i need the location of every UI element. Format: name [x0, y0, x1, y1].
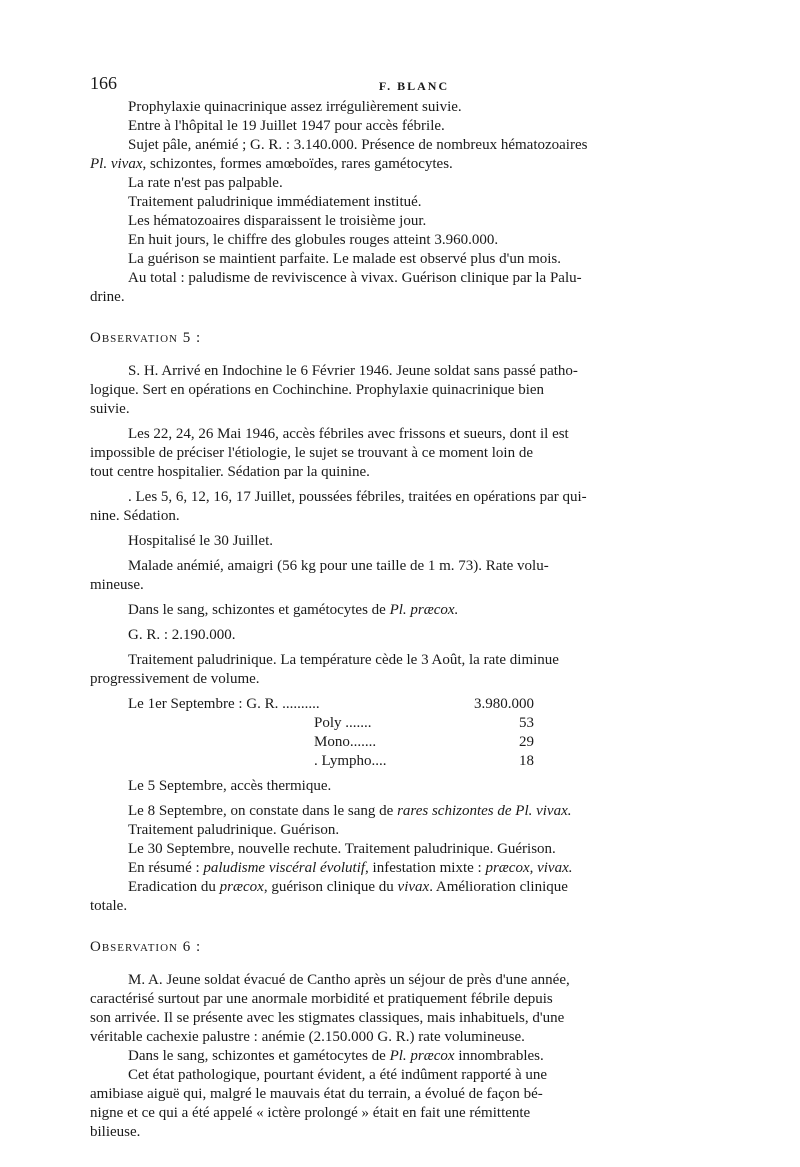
text-line: Sujet pâle, anémié ; G. R. : 3.140.000. Présence de nombreux hématozoaires [128, 137, 588, 153]
text-line: Le 30 Septembre, nouvelle rechute. Traitement paludrinique. Guérison. [128, 841, 556, 857]
species-name: Pl. vivax [90, 156, 143, 172]
text-line: mineuse. [90, 577, 144, 593]
text-line: Les 22, 24, 26 Mai 1946, accès fébriles avec frissons et sueurs, dont il est [128, 426, 569, 442]
text-line: véritable cachexie palustre : anémie (2.150.000 G. R.) rate volumineuse. [90, 1029, 525, 1045]
text-line: Cet état pathologique, pourtant évident, a été indûment rapporté à une [128, 1067, 548, 1083]
text-line: Les hématozoaires disparaissent le troisième jour. [128, 213, 427, 229]
text-line: Traitement paludrinique. Guérison. [128, 822, 340, 838]
text-line: drine. [90, 289, 125, 305]
text-line: nigne et ce qui a été appelé « ictère prolongé » était en fait une rémittente [90, 1105, 531, 1121]
text-line: suivie. [90, 401, 130, 417]
table-cell-label: . Lympho.... [314, 753, 387, 769]
text-line: bilieuse. [90, 1124, 141, 1140]
table-cell-value: 18 [519, 753, 534, 769]
text-line: Traitement paludrinique immédiatement institué. [128, 194, 422, 210]
table-row [128, 752, 738, 771]
text-line: La guérison se maintient parfaite. Le malade est observé plus d'un mois. [128, 251, 561, 267]
text-line: Pl. vivax, schizontes, formes amœboïdes, rares gamétocytes. [90, 156, 453, 172]
text-line: totale. [90, 898, 128, 914]
table-cell-label: Poly ....... [314, 715, 372, 731]
text-line: Le 8 Septembre, on constate dans le sang de rares schizontes de Pl. vivax. [128, 803, 572, 819]
text-line: Prophylaxie quinacrinique assez irrégulièrement suivie. [128, 99, 462, 115]
table-row [128, 714, 738, 733]
text-line: caractérisé surtout par une anormale morbidité et pratiquement fébrile depuis [90, 991, 553, 1007]
section-heading-observation-5: Observation 5 : [90, 330, 202, 346]
table-cell-value: 29 [519, 734, 534, 750]
text-line: Eradication du præcox, guérison clinique du vivax. Amélioration clinique [128, 879, 568, 895]
table-cell-value: 3.980.000 [474, 696, 534, 712]
text-line: amibiase aiguë qui, malgré le mauvais état du terrain, a évolué de façon bé- [90, 1086, 543, 1102]
text-line: tout centre hospitalier. Sédation par la quinine. [90, 464, 370, 480]
observation-5 [90, 362, 738, 916]
text-line: Au total : paludisme de reviviscence à vivax. Guérison clinique par la Palu- [128, 270, 582, 286]
table-cell-lead: Le 1er Septembre : G. R. .......... [128, 696, 320, 712]
text-line: La rate n'est pas palpable. [128, 175, 283, 191]
text-line: progressivement de volume. [90, 671, 260, 687]
observation-4-continuation [90, 98, 738, 307]
blood-count-table [128, 695, 738, 771]
text-line: Entre à l'hôpital le 19 Juillet 1947 pour accès fébrile. [128, 118, 445, 134]
page-header [90, 74, 738, 96]
page-number: 166 [90, 73, 117, 93]
text-line: En résumé : paludisme viscéral évolutif, infestation mixte : præcox, vivax. [128, 860, 573, 876]
section-heading-observation-6: Observation 6 : [90, 939, 202, 955]
text-line: En huit jours, le chiffre des globules rouges atteint 3.960.000. [128, 232, 499, 248]
text-line: nine. Sédation. [90, 508, 180, 524]
text-line: . Les 5, 6, 12, 16, 17 Juillet, poussées fébriles, traitées en opérations par qui- [128, 489, 587, 505]
text-line: Dans le sang, schizontes et gamétocytes de Pl. præcox innombrables. [128, 1048, 544, 1064]
table-row [128, 733, 738, 752]
observation-6 [90, 971, 738, 1142]
text-line: impossible de préciser l'étiologie, le sujet se trouvant à ce moment loin de [90, 445, 533, 461]
table-cell-label: Mono....... [314, 734, 377, 750]
text-line: son arrivée. Il se présente avec les stigmates classiques, mais inhabituels, d'une [90, 1010, 565, 1026]
text-line: Hospitalisé le 30 Juillet. [128, 533, 273, 549]
text-line: logique. Sert en opérations en Cochinchine. Prophylaxie quinacrinique bien [90, 382, 545, 398]
running-head: F. BLANC [378, 79, 450, 93]
text-line: Malade anémié, amaigri (56 kg pour une taille de 1 m. 73). Rate volu- [128, 558, 549, 574]
text-line: M. A. Jeune soldat évacué de Cantho après un séjour de près d'une année, [128, 972, 570, 988]
page [90, 74, 738, 1142]
table-row [128, 695, 738, 714]
text-line: Traitement paludrinique. La température cède le 3 Août, la rate diminue [128, 652, 559, 668]
text-line: G. R. : 2.190.000. [128, 627, 236, 643]
text-line: S. H. Arrivé en Indochine le 6 Février 1946. Jeune soldat sans passé patho- [128, 363, 578, 379]
text-line: Dans le sang, schizontes et gamétocytes de Pl. præcox. [128, 602, 459, 618]
text-line: Le 5 Septembre, accès thermique. [128, 778, 332, 794]
table-cell-value: 53 [519, 715, 534, 731]
